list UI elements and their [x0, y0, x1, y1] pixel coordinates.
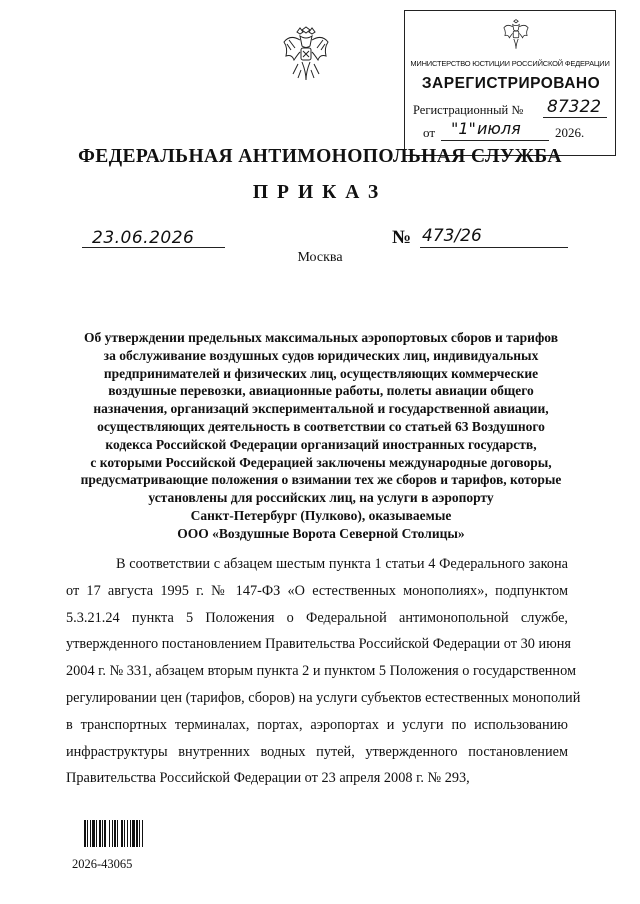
stamp-date-prefix: от	[423, 125, 436, 140]
title-line: Об утверждении предельных максимальных аэропортовых сборов и тарифов	[83, 330, 558, 345]
document-type: ПРИКАЗ	[252, 182, 388, 203]
registration-stamp	[404, 10, 616, 156]
barcode-number: 2026-43065	[72, 857, 133, 871]
title-line: с которыми Российской Федерацией заключены международные договоры,	[90, 454, 552, 470]
title-line: ООО «Воздушные Ворота Северной Столицы»	[177, 525, 465, 541]
body-line: от 17 августа 1995 г. № 147-ФЗ «О естественных монополиях», подпунктом	[66, 582, 568, 599]
coat-of-arms-icon	[502, 19, 530, 51]
stamp-status: ЗАРЕГИСТРИРОВАНО	[421, 75, 601, 92]
title-line: установлены для российских лиц, на услуги в аэропорту	[148, 490, 494, 506]
body-line: утвержденного постановлением Правительства Российской Федерации от 30 июня	[66, 636, 571, 653]
city: Москва	[297, 250, 343, 265]
stamp-date-month: июля	[477, 119, 521, 138]
stamp-date-underline	[441, 140, 549, 141]
date-underline	[82, 247, 225, 248]
stamp-reg-number: 87322	[547, 97, 602, 117]
body-line: регулировании цен (тарифов, сборов) на услуги субъектов естественных монополий	[66, 689, 581, 706]
stamp-reg-number-label: Регистрационный №	[413, 103, 524, 117]
body-paragraph	[66, 551, 581, 792]
number-sign: №	[392, 227, 412, 248]
title-line: осуществляющих деятельность в соответствии со статьей 63 Воздушного	[97, 418, 545, 434]
document-title	[74, 329, 568, 543]
coat-of-arms-icon	[281, 26, 331, 84]
barcode-icon	[84, 820, 156, 847]
stamp-date-year: 2026.	[555, 125, 585, 140]
title-line: за обслуживание воздушных судов юридических лиц, индивидуальных	[103, 347, 539, 363]
body-line: 5.3.21.24 пункта 5 Положения о Федеральной антимонопольной службе,	[66, 609, 568, 626]
agency-name: ФЕДЕРАЛЬНАЯ АНТИМОНОПОЛЬНАЯ СЛУЖБА	[78, 146, 562, 167]
body-line: в транспортных терминалах, портах, аэропортах и услуги по использованию	[66, 716, 568, 733]
stamp-ministry: МИНИСТЕРСТВО ЮСТИЦИИ РОССИЙСКОЙ ФЕДЕРАЦИИ	[410, 59, 610, 68]
title-line: кодекса Российской Федерации организаций иностранных государств,	[105, 436, 537, 452]
body-line: инфраструктуры внутренних водных путей, утвержденного постановлением	[66, 743, 568, 760]
number-underline	[420, 247, 568, 248]
body-line: В соответствии с абзацем шестым пункта 1 статьи 4 Федерального закона	[116, 556, 568, 572]
stamp-number-underline	[543, 117, 607, 118]
body-line: Правительства Российской Федерации от 23 апреля 2008 г. № 293,	[66, 770, 470, 787]
title-line: воздушные перевозки, авиационные работы, полеты авиации общего	[108, 383, 534, 399]
title-line: предпринимателей и физических лиц, осуществляющих коммерческие	[103, 365, 539, 381]
title-line: назначения, организаций экспериментальной и государственной авиации,	[93, 401, 549, 417]
stamp-date-day: "1"	[451, 119, 476, 138]
title-line: Санкт-Петербург (Пулково), оказываемые	[190, 507, 452, 523]
body-line: 2004 г. № 331, абзацем вторым пункта 2 и пунктом 5 Положения о государственном	[66, 663, 577, 680]
document-date: 23.06.2026	[92, 228, 195, 248]
document-number: 473/26	[422, 226, 482, 246]
title-line: предусматривающие положения о взимании тех же сборов и тарифов, которые	[80, 472, 562, 488]
